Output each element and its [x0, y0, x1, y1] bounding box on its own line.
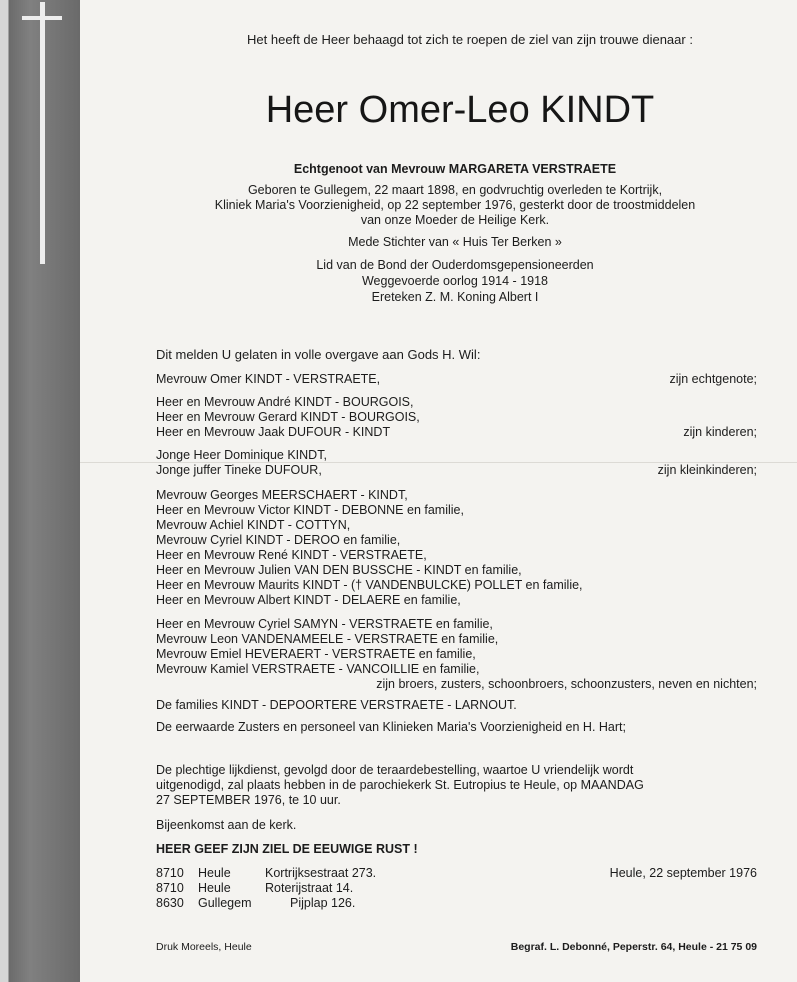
address-street: Kortrijksestraat 273. — [265, 866, 377, 880]
sibling-line: Heer en Mevrouw Maurits KINDT - († VANDENBULCKE) POLLET en familie, — [156, 578, 583, 592]
sibling-line: Heer en Mevrouw Victor KINDT - DEBONNE en familie, — [156, 503, 464, 517]
nuns-line: De eerwaarde Zusters en personeel van Klinieken Maria's Voorzienigheid en H. Hart; — [156, 720, 626, 734]
sibling-line: Heer en Mevrouw Julien VAN DEN BUSSCHE - KINDT en familie, — [156, 563, 522, 577]
printer-credit: Druk Moreels, Heule — [156, 941, 252, 953]
spouse-family-line: Mevrouw Omer KINDT - VERSTRAETE, — [156, 372, 381, 386]
sibling-line: Heer en Mevrouw René KINDT - VERSTRAETE, — [156, 548, 427, 562]
children-label: zijn kinderen; — [683, 425, 757, 439]
intro-text: Het heeft de Heer behaagd tot zich te roepen de ziel van zijn trouwe dienaar : — [247, 32, 693, 47]
sibling-line: Mevrouw Leon VANDENAMEELE - VERSTRAETE en familie, — [156, 632, 499, 646]
child-line: Heer en Mevrouw Gerard KINDT - BOURGOIS, — [156, 410, 420, 424]
bio-line: Kliniek Maria's Voorzienigheid, op 22 september 1976, gesterkt door de troostmiddelen — [214, 198, 696, 212]
service-line: De plechtige lijkdienst, gevolgd door de teraardebestelling, waartoe U vriendelijk wordt — [156, 763, 634, 777]
cross-icon-bar — [22, 16, 62, 20]
bio-line: Lid van de Bond der Ouderdomsgepensioneerden — [316, 258, 594, 272]
grandchild-line: Jonge Heer Dominique KINDT, — [156, 448, 327, 462]
spouse-name: MARGARETA VERSTRAETE — [448, 162, 617, 176]
spouse-label: zijn echtgenote; — [669, 372, 757, 386]
address-postcode: 8710 — [156, 881, 184, 895]
child-line: Heer en Mevrouw Jaak DUFOUR - KINDT — [156, 425, 391, 439]
sibling-line: Mevrouw Cyriel KINDT - DEROO en familie, — [156, 533, 401, 547]
address-street: Roterijstraat 14. — [265, 881, 354, 895]
service-line: uitgenodigd, zal plaats hebben in de parochiekerk St. Eutropius te Heule, op MAANDAG — [156, 778, 644, 792]
gathering-note: Bijeenkomst aan de kerk. — [156, 818, 297, 832]
address-town: Heule — [198, 881, 231, 895]
spouse-prefix: Echtgenoot van Mevrouw — [293, 162, 446, 176]
address-street: Pijplap 126. — [290, 896, 356, 910]
families-line: De families KINDT - DEPOORTERE VERSTRAETE - LARNOUT. — [156, 698, 517, 712]
bio-line: Mede Stichter van « Huis Ter Berken » — [348, 235, 562, 249]
address-postcode: 8710 — [156, 866, 184, 880]
undertaker-credit: Begraf. L. Debonné, Peperstr. 64, Heule - 21 75 09 — [510, 941, 757, 953]
sibling-line: Heer en Mevrouw Cyriel SAMYN - VERSTRAETE en familie, — [156, 617, 493, 631]
address-town: Gullegem — [198, 896, 252, 910]
announcement: Dit melden U gelaten in volle overgave aan Gods H. Wil: — [156, 347, 481, 362]
cross-icon — [40, 2, 45, 264]
grandchildren-label: zijn kleinkinderen; — [657, 463, 757, 477]
place-date: Heule, 22 september 1976 — [609, 866, 757, 880]
sibling-line: Mevrouw Achiel KINDT - COTTYN, — [156, 518, 351, 532]
spouse-line — [150, 162, 760, 177]
bio-line: Ereteken Z. M. Koning Albert I — [371, 290, 539, 304]
address-postcode: 8630 — [156, 896, 184, 910]
child-line: Heer en Mevrouw André KINDT - BOURGOIS, — [156, 395, 414, 409]
bio-line: Geboren te Gullegem, 22 maart 1898, en godvruchtig overleden te Kortrijk, — [247, 183, 663, 197]
sibling-line: Mevrouw Kamiel VERSTRAETE - VANCOILLIE en familie, — [156, 662, 480, 676]
siblings-label: zijn broers, zusters, schoonbroers, schoonzusters, neven en nichten; — [376, 677, 757, 691]
prayer-line: HEER GEEF ZIJN ZIEL DE EEUWIGE RUST ! — [156, 842, 418, 856]
grandchild-line: Jonge juffer Tineke DUFOUR, — [156, 463, 322, 477]
service-line: 27 SEPTEMBER 1976, te 10 uur. — [156, 793, 341, 807]
bio-line: van onze Moeder de Heilige Kerk. — [360, 213, 550, 227]
bio-line: Weggevoerde oorlog 1914 - 1918 — [361, 274, 549, 288]
sibling-line: Mevrouw Emiel HEVERAERT - VERSTRAETE en familie, — [156, 647, 476, 661]
sibling-line: Mevrouw Georges MEERSCHAERT - KINDT, — [156, 488, 408, 502]
sibling-line: Heer en Mevrouw Albert KINDT - DELAERE en familie, — [156, 593, 461, 607]
deceased-name: Heer Omer-Leo KINDT — [265, 89, 655, 131]
address-town: Heule — [198, 866, 231, 880]
